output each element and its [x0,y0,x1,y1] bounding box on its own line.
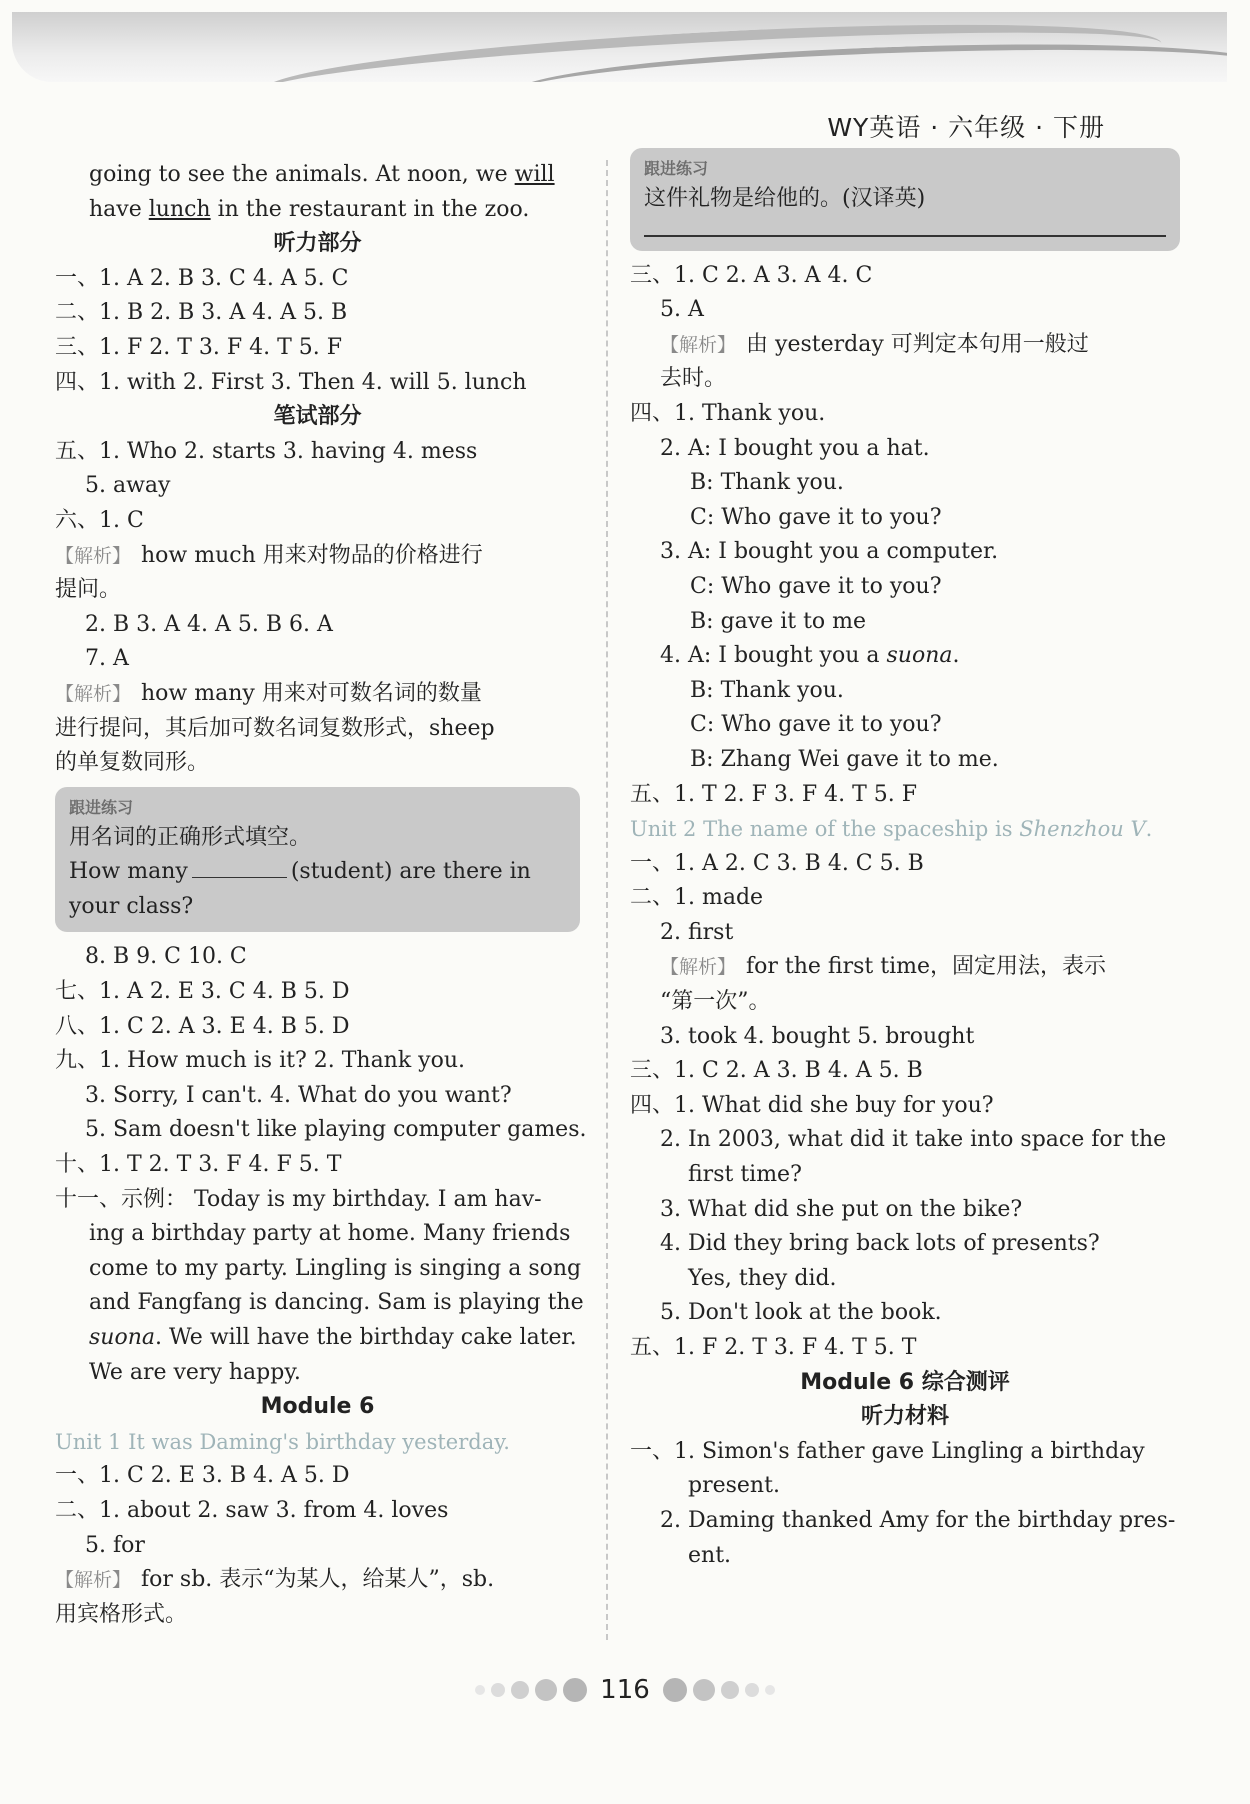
text-segment: 3. A: I bought you a computer. [660,539,999,565]
practice-question-cont: your class? [69,893,194,919]
decor-dot [765,1685,775,1695]
answer-line-text [630,570,1180,605]
text-segment: for the first time，固定用法，表示 [746,954,1107,980]
answer-line-text [630,397,1180,432]
text-segment: . We will have the birthday cake later. [155,1325,577,1350]
answer-line-text [55,158,580,193]
answer-line[interactable] [644,221,1166,237]
text-segment: 5. Don't look at the book. [660,1300,942,1326]
text-segment: going to see the animals. At noon, we [89,162,515,187]
analysis-tag: 【解析】 [55,682,132,705]
answer-line-text [630,916,1180,951]
text-segment: 7. A [85,646,129,672]
answer-line-text [630,1539,1180,1574]
text-segment: Yes, they did. [688,1265,837,1291]
answer-line-text [55,1252,580,1287]
answer-line-text [55,1321,580,1356]
text-segment: 笔试部分 [273,404,362,430]
text-segment: 一、1. A 2. B 3. C 4. A 5. C [55,265,349,291]
practice-instruction: 用名词的正确形式填空。 [69,824,312,850]
answer-line-text [55,677,580,712]
answer-line-text [630,432,1180,467]
answer-line-text [630,847,1180,882]
right-column [630,148,1180,1573]
text-segment: 十一、示例： Today is my birthday. I am hav- [55,1186,542,1212]
practice-box-left [55,787,580,933]
answer-line-text [55,1529,580,1564]
text-segment: 由 yesterday 可判定本句用一般过 [746,331,1089,357]
decor-dot [563,1678,587,1702]
decor-dot [693,1679,715,1701]
practice-question [69,855,566,890]
text-segment: for sb. 表示“为某人，给某人”，sb. [141,1567,495,1593]
text-segment: 5. for [85,1532,145,1558]
text-segment: B: Thank you. [690,470,844,496]
answer-line-text [55,642,580,677]
answer-line-text [630,1331,1180,1366]
text-segment: first time? [688,1162,802,1188]
practice-box-title: 跟进练习 [69,797,134,817]
answer-line-text [630,950,1180,985]
text-segment: 4. A: I bought you a [660,643,887,669]
text-segment: . [1145,817,1153,842]
answer-line-text [55,608,580,643]
text-segment: “第一次”。 [660,989,771,1015]
text-segment: 5. away [85,473,171,499]
answer-line-text [55,262,580,297]
text-segment: lunch [148,196,211,222]
text-segment: 四、1. with 2. First 3. Then 4. will 5. lunch [55,369,527,395]
answer-blank[interactable] [192,857,287,878]
text-segment: 五、1. T 2. F 3. F 4. T 5. F [630,781,918,807]
left-column [55,158,587,1632]
text-segment: 二、1. made [630,885,764,911]
text-segment: We are very happy. [89,1359,301,1385]
right-answers [630,259,1180,1574]
answer-line-text [55,400,580,435]
answer-line-text [630,259,1180,294]
answer-line-text [630,362,1180,397]
text-segment: how much 用来对物品的价格进行 [141,542,483,568]
text-segment: 听力材料 [860,1404,949,1430]
page-footer [0,1675,1250,1705]
answer-line-text [55,746,580,781]
text-segment: B: Zhang Wei gave it to me. [690,746,999,772]
left-answers-bottom [55,940,587,1632]
text-segment: 用宾格形式。 [55,1601,188,1627]
answer-line-text [55,435,580,470]
header-title: WY英语 · 六年级 · 下册 [827,113,1105,142]
answer-line-text [55,1183,580,1218]
text-segment: B: Thank you. [690,677,844,703]
text-segment: ing a birthday party at home. Many friends [89,1221,571,1247]
analysis-tag: 【解析】 [55,1569,132,1592]
text-segment: 三、1. C 2. A 3. B 4. A 5. B [630,1058,923,1084]
answer-line-text [55,1113,587,1148]
answer-line-text [630,535,1180,570]
text-segment: 三、1. C 2. A 3. A 4. C [630,262,873,288]
text-segment: 5. Sam doesn't like playing computer games. [85,1117,587,1143]
answer-line-text [630,708,1180,743]
answer-line-text [55,1494,580,1529]
text-segment: have [89,196,149,222]
text-segment: C: Who gave it to you? [690,712,942,738]
answer-line-text [55,539,580,574]
text-segment: suona [886,643,953,669]
text-segment: 七、1. A 2. E 3. C 4. B 5. D [55,979,350,1005]
answer-line-text [630,466,1180,501]
text-segment: 二、1. B 2. B 3. A 4. A 5. B [55,300,348,326]
answer-line-text [55,1079,580,1114]
text-segment: 五、1. F 2. T 3. F 4. T 5. T [630,1335,917,1360]
answer-line-text [630,639,1180,674]
text-segment: how many 用来对可数名词的数量 [141,680,482,706]
answer-line-text [55,1217,580,1252]
answer-line-text [55,1563,580,1598]
text-segment: B: gave it to me [690,608,867,634]
answer-line-text [630,605,1180,640]
text-segment: suona [89,1325,155,1350]
answer-line-text [630,1366,1180,1401]
column-divider [606,160,608,1640]
text-segment: 去时。 [660,366,727,392]
answer-line-text [55,227,580,262]
text-segment: 2. first [660,919,734,945]
answer-line-text [630,985,1180,1020]
text-segment: ent. [688,1542,732,1568]
text-segment: present. [688,1473,780,1499]
answer-line-text [55,1598,580,1633]
answer-line-text [630,1123,1180,1158]
text-segment: 进行提问，其后加可数名词复数形式，sheep [55,715,495,741]
answer-line-text [630,501,1180,536]
answer-line-text [55,1425,580,1460]
answer-line-text [55,1010,580,1045]
answer-line-text [55,1286,584,1321]
text-segment: come to my party. Lingling is singing a song [89,1255,582,1281]
answer-line-text [630,1504,1180,1539]
text-segment: Module 6 [260,1394,375,1420]
answer-line-text [630,1020,1180,1055]
answer-line-text [55,366,580,401]
text-segment: 听力部分 [273,231,362,257]
text-segment: 八、1. C 2. A 3. E 4. B 5. D [55,1013,350,1039]
answer-line-text [55,712,580,747]
answer-line-text [630,1158,1180,1193]
text-segment: will [514,162,555,187]
text-segment: 3. Sorry, I can't. 4. What do you want? [85,1082,512,1108]
answer-line-text [630,293,1180,328]
answer-line-text [630,1435,1180,1470]
text-segment: 3. What did she put on the bike? [660,1196,1023,1222]
text-segment: . [952,643,960,669]
answer-line-text [55,940,580,975]
text-segment: 四、1. Thank you. [630,400,826,426]
decor-dot [721,1681,739,1699]
decor-dot [491,1683,505,1697]
decor-dot [475,1685,485,1695]
practice-question-end: (student) are there in [290,859,531,885]
practice-box-right [630,148,1180,251]
header-banner [12,12,1227,82]
answer-line-text [55,331,580,366]
answer-line-text [630,743,1180,778]
answer-line-text [630,881,1180,916]
text-segment: 三、1. F 2. T 3. F 4. T 5. F [55,334,343,360]
left-answers-top [55,158,580,781]
answer-line-text [55,296,580,331]
text-segment: 四、1. What did she buy for you? [630,1092,994,1118]
answer-line-text [55,975,580,1010]
answer-line-text [630,1227,1180,1262]
text-segment: 3. took 4. bought 5. brought [660,1023,975,1049]
text-segment: 提问。 [55,577,122,603]
answer-line-text [55,1390,580,1425]
text-segment: Unit 2 The name of the spaceship is [630,817,1020,842]
text-segment: 5. A [660,297,704,323]
text-segment: 2. Daming thanked Amy for the birthday pres- [660,1507,1176,1533]
answer-line-text [630,778,1180,813]
text-segment: C: Who gave it to you? [690,504,942,530]
decor-dot [535,1679,557,1701]
text-segment: Unit 1 It was Daming's birthday yesterday. [55,1429,510,1454]
practice-instruction: 这件礼物是给他的。(汉译英) [644,186,926,211]
answer-line-text [55,573,580,608]
answer-line-text [630,1262,1180,1297]
text-segment: 2. A: I bought you a hat. [660,435,930,461]
practice-question-start: How many [69,859,188,885]
text-segment: in the restaurant in the zoo. [210,196,530,222]
answer-line-text [630,1193,1180,1228]
page-number: 116 [600,1675,650,1705]
answer-line-text [55,1356,580,1391]
practice-box-title: 跟进练习 [644,159,709,178]
text-segment: 4. Did they bring back lots of presents? [660,1231,1100,1257]
answer-line-text [55,1459,580,1494]
text-segment: Shenzhou V [1019,817,1146,842]
analysis-tag: 【解析】 [660,956,737,979]
answer-line-text [55,193,580,228]
answer-line-text [55,1148,580,1183]
text-segment: Module 6 综合测评 [800,1369,1010,1395]
text-segment: 2. B 3. A 4. A 5. B 6. A [85,611,333,637]
answer-line-text [630,1469,1180,1504]
analysis-tag: 【解析】 [660,333,737,356]
text-segment: and Fangfang is dancing. Sam is playing the [89,1290,584,1316]
text-segment: 五、1. Who 2. starts 3. having 4. mess [55,438,478,464]
answer-line-text [630,1296,1180,1331]
text-segment: 六、1. C [55,507,144,533]
text-segment: 一、1. Simon's father gave Lingling a birthday [630,1438,1145,1464]
text-segment: 的单复数同形。 [55,750,210,776]
analysis-tag: 【解析】 [55,544,132,567]
answer-line-text [630,328,1180,363]
answer-line-text [630,1054,1180,1089]
answer-line-text [630,1089,1180,1124]
text-segment: 二、1. about 2. saw 3. from 4. loves [55,1497,449,1523]
answer-line-text [630,812,1180,847]
text-segment: 一、1. C 2. E 3. B 4. A 5. D [55,1463,350,1489]
answer-line-text [630,1400,1180,1435]
decor-dot [745,1683,759,1697]
answer-line-text [630,674,1180,709]
answer-line-text [55,469,580,504]
decor-dot [663,1678,687,1702]
text-segment: 8. B 9. C 10. C [85,944,247,970]
text-segment: 九、1. How much is it? 2. Thank you. [55,1048,466,1074]
text-segment: 十、1. T 2. T 3. F 4. F 5. T [55,1152,342,1178]
decor-dot [511,1681,529,1699]
text-segment: 一、1. A 2. C 3. B 4. C 5. B [630,850,924,876]
text-segment: 2. In 2003, what did it take into space for the [660,1127,1167,1153]
answer-line-text [55,504,580,539]
text-segment: C: Who gave it to you? [690,573,942,599]
answer-line-text [55,1044,580,1079]
